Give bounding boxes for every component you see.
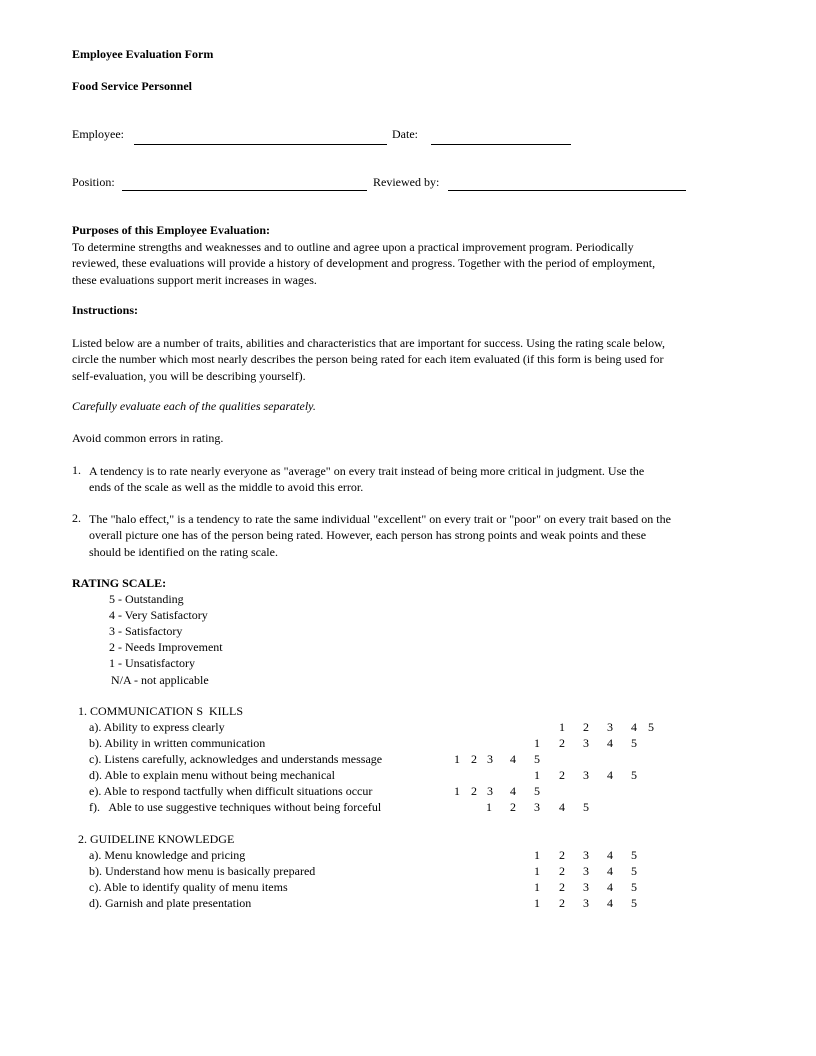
criterion-label: b). Understand how menu is basically prepared (89, 864, 316, 878)
rating-option-1[interactable]: 1 (486, 800, 492, 814)
rating-scale-item: 1 - Unsatisfactory (109, 656, 195, 670)
rating-option-5[interactable]: 5 (583, 800, 589, 814)
criterion-label: e). Able to respond tactfully when difficult situations occur (89, 784, 373, 798)
rating-option-3[interactable]: 3 (583, 864, 589, 878)
rating-option-1[interactable]: 1 (454, 784, 460, 798)
rating-scale-item: 4 - Very Satisfactory (109, 608, 208, 622)
rating-option-5[interactable]: 5 (648, 720, 654, 734)
rating-option-5[interactable]: 5 (631, 896, 637, 910)
rating-option-5[interactable]: 5 (631, 864, 637, 878)
purposes-heading: Purposes of this Employee Evaluation: (72, 223, 271, 237)
rating-option-4[interactable]: 4 (607, 864, 613, 878)
rating-option-3[interactable]: 3 (583, 880, 589, 894)
rating-option-2[interactable]: 2 (559, 768, 565, 782)
date-field[interactable] (431, 144, 571, 145)
purposes-text: To determine strengths and weaknesses and to outline and agree upon a practical improvement program. Periodically reviewed, these evaluations will provide a history of development and progress. Together with the period of employment, these evaluations support merit increases in wages. (72, 240, 656, 287)
date-label: Date: (392, 127, 418, 141)
employee-field[interactable] (134, 144, 387, 145)
position-field[interactable] (122, 190, 367, 191)
employee-label: Employee: (72, 127, 124, 141)
rating-option-1[interactable]: 1 (534, 864, 540, 878)
rating-option-4[interactable]: 4 (631, 720, 637, 734)
criterion-label: a). Menu knowledge and pricing (89, 848, 246, 862)
rating-scale-item: N/A - not applicable (111, 673, 209, 687)
rating-option-2[interactable]: 2 (559, 848, 565, 862)
rating-scale-item: 2 - Needs Improvement (109, 640, 223, 654)
rating-option-2[interactable]: 2 (559, 864, 565, 878)
criterion-label: a). Ability to express clearly (89, 720, 225, 734)
error-number: 1. (72, 463, 81, 477)
rating-option-3[interactable]: 3 (583, 736, 589, 750)
rating-option-2[interactable]: 2 (510, 800, 516, 814)
error-text: The "halo effect," is a tendency to rate the same individual "excellent" on every trait or "poor" on every trait based on the overall picture one has of the person being rated. However, each person has strong points and weak points and these should be identified on the rating scale. (89, 512, 671, 559)
rating-option-2[interactable]: 2 (471, 752, 477, 766)
rating-option-5[interactable]: 5 (534, 784, 540, 798)
rating-option-4[interactable]: 4 (607, 848, 613, 862)
instructions-text: Listed below are a number of traits, abilities and characteristics that are important for success. Using the rating scale below, circle the number which most nearly describes the person being rated for each item evaluated (if this form is being used for self-evaluation, you will be describing yourself). (72, 336, 666, 383)
reviewed-by-field[interactable] (448, 190, 686, 191)
rating-option-5[interactable]: 5 (631, 848, 637, 862)
criterion-label: b). Ability in written communication (89, 736, 266, 750)
rating-option-5[interactable]: 5 (534, 752, 540, 766)
rating-option-3[interactable]: 3 (534, 800, 540, 814)
form-subtitle: Food Service Personnel (72, 79, 192, 93)
rating-option-1[interactable]: 1 (454, 752, 460, 766)
form-title: Employee Evaluation Form (72, 47, 214, 61)
rating-option-1[interactable]: 1 (534, 736, 540, 750)
rating-option-3[interactable]: 3 (583, 896, 589, 910)
instructions-heading: Instructions: (72, 303, 139, 317)
rating-option-3[interactable]: 3 (607, 720, 613, 734)
rating-option-4[interactable]: 4 (607, 880, 613, 894)
rating-option-5[interactable]: 5 (631, 736, 637, 750)
rating-option-1[interactable]: 1 (534, 896, 540, 910)
rating-option-1[interactable]: 1 (534, 768, 540, 782)
position-label: Position: (72, 175, 115, 189)
rating-option-3[interactable]: 3 (583, 848, 589, 862)
rating-scale-item: 5 - Outstanding (109, 592, 184, 606)
rating-option-4[interactable]: 4 (607, 736, 613, 750)
error-text: A tendency is to rate nearly everyone as "average" on every trait instead of being more critical in judgment. Use the ends of the scale as well as the middle to avoid this error. (89, 464, 645, 495)
rating-option-1[interactable]: 1 (534, 880, 540, 894)
criterion-label: d). Able to explain menu without being mechanical (89, 768, 335, 782)
reviewed-by-label: Reviewed by: (373, 175, 440, 189)
rating-option-4[interactable]: 4 (559, 800, 565, 814)
criterion-label: c). Listens carefully, acknowledges and understands message (89, 752, 383, 766)
careful-note: Carefully evaluate each of the qualities separately. (72, 399, 316, 413)
avoid-note: Avoid common errors in rating. (72, 431, 224, 445)
rating-option-2[interactable]: 2 (559, 896, 565, 910)
rating-option-5[interactable]: 5 (631, 768, 637, 782)
rating-option-2[interactable]: 2 (471, 784, 477, 798)
criterion-label: c). Able to identify quality of menu items (89, 880, 288, 894)
rating-scale-item: 3 - Satisfactory (109, 624, 183, 638)
error-number: 2. (72, 511, 81, 525)
rating-option-3[interactable]: 3 (487, 784, 493, 798)
rating-option-3[interactable]: 3 (583, 768, 589, 782)
rating-option-4[interactable]: 4 (510, 784, 516, 798)
rating-scale-heading: RATING SCALE: (72, 576, 167, 590)
rating-option-4[interactable]: 4 (607, 896, 613, 910)
rating-option-5[interactable]: 5 (631, 880, 637, 894)
section-heading: 2. GUIDELINE KNOWLEDGE (78, 832, 235, 846)
rating-option-2[interactable]: 2 (583, 720, 589, 734)
rating-option-1[interactable]: 1 (534, 848, 540, 862)
rating-option-1[interactable]: 1 (559, 720, 565, 734)
rating-option-2[interactable]: 2 (559, 736, 565, 750)
rating-option-4[interactable]: 4 (510, 752, 516, 766)
rating-option-3[interactable]: 3 (487, 752, 493, 766)
rating-option-4[interactable]: 4 (607, 768, 613, 782)
rating-option-2[interactable]: 2 (559, 880, 565, 894)
section-heading: 1. COMMUNICATION S KILLS (78, 704, 244, 718)
criterion-label: d). Garnish and plate presentation (89, 896, 252, 910)
criterion-label: f). Able to use suggestive techniques without being forceful (89, 800, 382, 814)
